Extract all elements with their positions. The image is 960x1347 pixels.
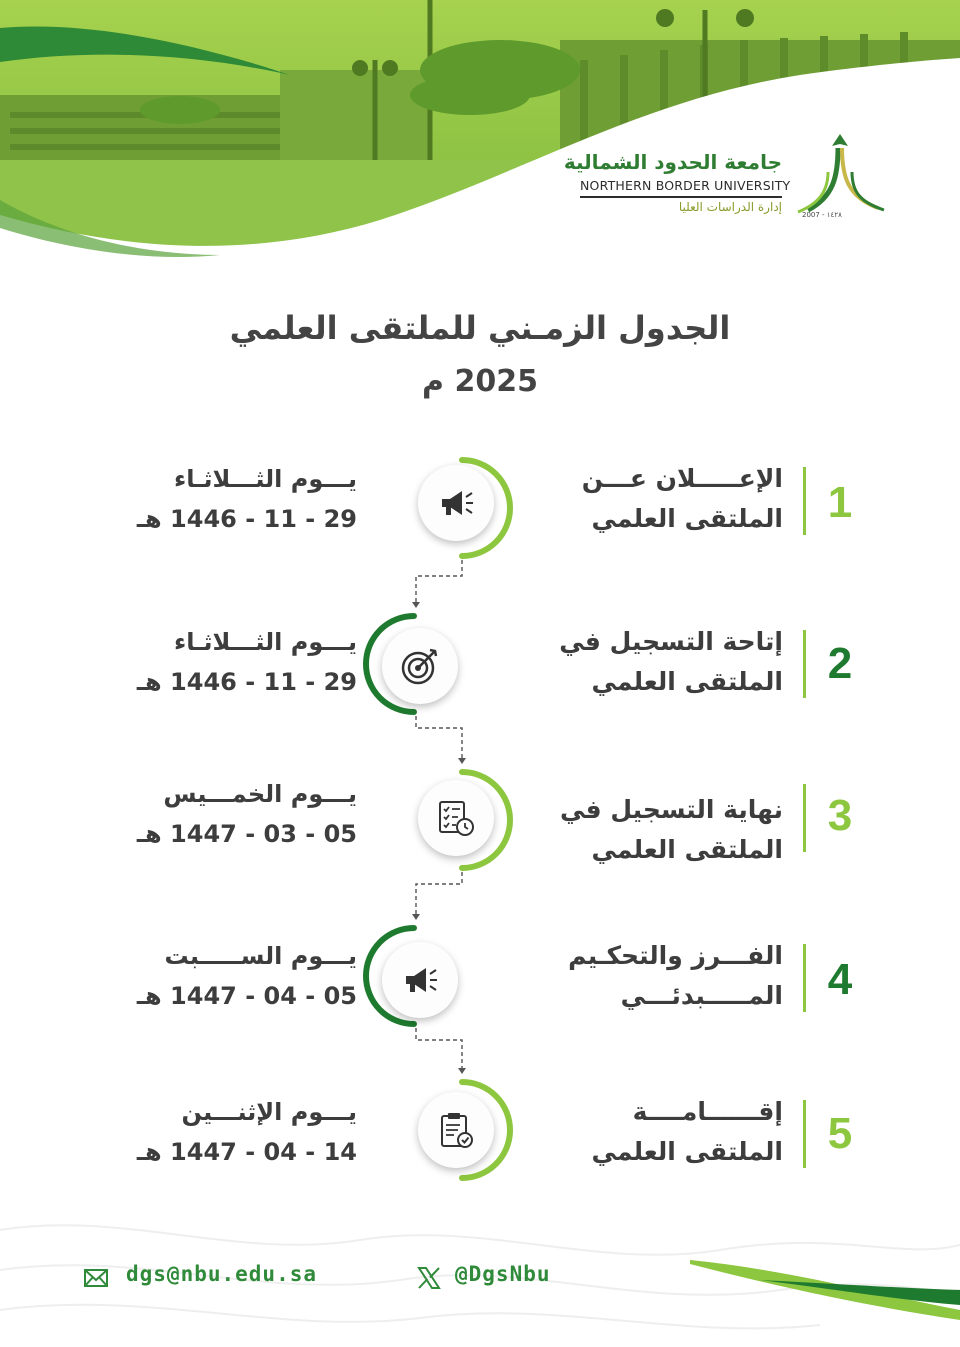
logo-founded: 2007 - ١٤٢٨ <box>802 211 842 219</box>
checklist-timer-icon <box>418 780 494 856</box>
step-date: يـــوم الإثنـــين 14 - 04 - 1447 هـ <box>136 1098 357 1166</box>
email-icon <box>82 1264 110 1292</box>
timeline-step-4 <box>0 932 960 1052</box>
step-number: 4 <box>827 955 853 1004</box>
logo-name-english: NORTHERN BORDER UNIVERSITY <box>580 178 791 193</box>
x-twitter-icon <box>415 1264 443 1292</box>
logo-name-arabic: جامعة الحدود الشمالية <box>563 150 782 174</box>
step-date: يـــوم الســـــبت 05 - 04 - 1447 هـ <box>136 942 357 1010</box>
step-divider <box>803 944 806 1012</box>
step-title: نهاية التسجيل في الملتقى العلمي <box>559 795 783 864</box>
timeline-step-1 <box>0 455 960 575</box>
step-number: 2 <box>827 639 853 688</box>
step-date: يـــوم الثـــلاثـاء 29 - 11 - 1446 هـ <box>136 628 357 696</box>
step-number: 3 <box>827 791 853 840</box>
title-line: الجدول الزمـني للملتقى العلمي <box>229 309 731 347</box>
step-date: يـــوم الثـــلاثـاء 29 - 11 - 1446 هـ <box>136 465 357 533</box>
step-number: 5 <box>827 1109 853 1158</box>
timeline-step-3 <box>0 774 960 894</box>
email-link[interactable]: dgs@nbu.edu.sa <box>126 1262 318 1286</box>
clipboard-check-icon <box>418 1092 494 1168</box>
logo-department: إدارة الدراسات العليا <box>678 200 782 214</box>
title-year: 2025 م <box>422 364 538 399</box>
step-title: إتاحة التسجيل في الملتقى العلمي <box>559 627 783 696</box>
step-title: إقــــــامــــة الملتقى العلمي <box>591 1097 783 1166</box>
step-number: 1 <box>827 478 853 527</box>
megaphone-icon <box>382 942 458 1018</box>
step-divider <box>803 630 806 698</box>
megaphone-icon <box>418 465 494 541</box>
step-divider <box>803 784 806 852</box>
step-divider <box>803 467 806 535</box>
step-divider <box>803 1100 806 1168</box>
step-title: الإعـــــلان عـــن الملتقى العلمي <box>581 464 783 533</box>
step-title: الفـــرز والتحكـيم المـــــبدئـــي <box>568 941 783 1010</box>
timeline-step-2 <box>0 618 960 738</box>
twitter-handle[interactable]: @DgsNbu <box>455 1262 551 1286</box>
step-date: يـــوم الخمـــيس 05 - 03 - 1447 هـ <box>136 780 357 848</box>
target-icon <box>382 628 458 704</box>
timeline-step-5 <box>0 1088 960 1208</box>
